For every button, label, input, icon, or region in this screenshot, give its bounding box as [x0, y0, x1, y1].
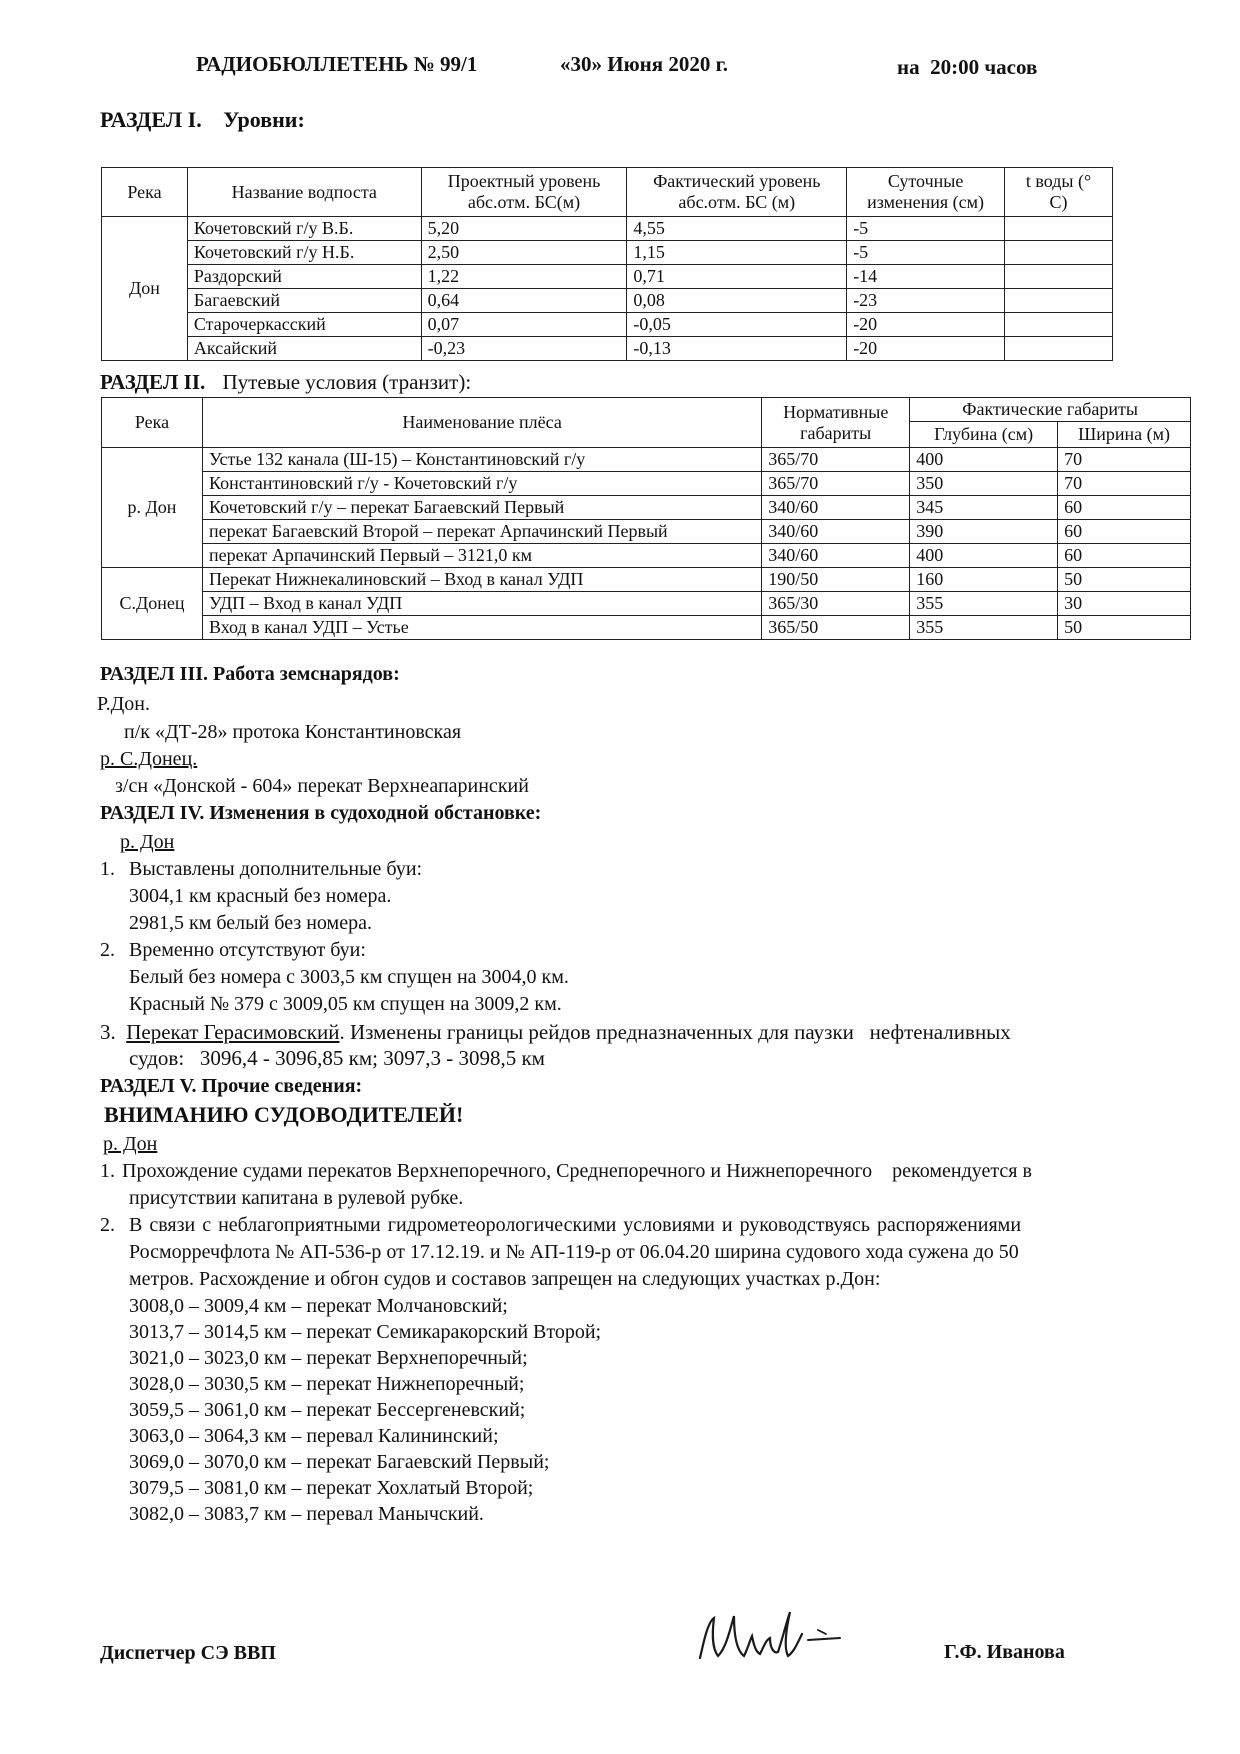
transit-norm: 340/60 — [762, 496, 910, 520]
list-item: 3013,7 – 3014,5 км – перекат Семикаракорский Второй; — [129, 1321, 602, 1343]
levels-table — [101, 167, 1113, 361]
transit-river: р. Дон — [102, 448, 203, 568]
levels-station: Кочетовский г/у В.Б. — [187, 217, 421, 241]
section4-item2-line2: Красный № 379 с 3009,05 км спущен на 3009,2 км. — [129, 993, 562, 1015]
levels-station: Раздорский — [187, 265, 421, 289]
list-item: 3069,0 – 3070,0 км – перекат Багаевский Первый; — [129, 1451, 550, 1473]
levels-design: 0,64 — [421, 289, 627, 313]
levels-header-actual: Фактический уровень абс.отм. БС (м) — [627, 168, 847, 217]
section2-title: РАЗДЕЛ II. — [100, 370, 206, 394]
list-item: 3063,0 – 3064,3 км – перевал Калининский; — [129, 1425, 499, 1447]
section5-p1-line2: присутствии капитана в рулевой рубке. — [129, 1187, 464, 1209]
levels-station: Кочетовский г/у Н.Б. — [187, 241, 421, 265]
levels-temp — [1005, 289, 1113, 313]
levels-header-station: Название водпоста — [187, 168, 421, 217]
table-row — [102, 448, 1191, 472]
bulletin-title: РАДИОБЮЛЛЕТЕНЬ № 99/1 — [196, 52, 478, 76]
section4-item2-number: 2. — [100, 939, 115, 961]
list-item: 3021,0 – 3023,0 км – перекат Верхнепоречный; — [129, 1347, 528, 1369]
section4-item3-number: 3. — [100, 1020, 116, 1044]
levels-header-temp: t воды (° С) — [1005, 168, 1113, 217]
table-row — [102, 568, 1191, 592]
levels-daily: -5 — [847, 217, 1005, 241]
transit-depth: 390 — [910, 520, 1058, 544]
levels-design: 5,20 — [421, 217, 627, 241]
table-row — [102, 217, 1113, 241]
levels-temp — [1005, 313, 1113, 337]
levels-header-row — [102, 168, 1113, 217]
transit-stretch: Кочетовский г/у – перекат Багаевский Первый — [202, 496, 761, 520]
levels-temp — [1005, 241, 1113, 265]
levels-daily: -5 — [847, 241, 1005, 265]
bulletin-date: «30» Июня 2020 г. — [560, 52, 729, 76]
levels-station: Багаевский — [187, 289, 421, 313]
section5-p1-line1: Прохождение судами перекатов Верхнепоречного, Среднепоречного и Нижнепоречного рекомендуется в — [122, 1160, 1032, 1182]
levels-actual: 4,55 — [627, 217, 847, 241]
table-row — [102, 265, 1113, 289]
transit-depth: 400 — [910, 544, 1058, 568]
transit-table — [101, 397, 1191, 640]
section5-title: РАЗДЕЛ V. Прочие сведения: — [100, 1075, 363, 1097]
levels-station: Аксайский — [187, 337, 421, 361]
transit-width: 70 — [1058, 448, 1191, 472]
levels-station: Старочеркасский — [187, 313, 421, 337]
section5-p2-line3: метров. Расхождение и обгон судов и составов запрещен на следующих участках р.Дон: — [129, 1268, 881, 1290]
transit-header-river: Река — [102, 398, 203, 448]
transit-depth: 160 — [910, 568, 1058, 592]
levels-daily: -23 — [847, 289, 1005, 313]
table-row — [102, 592, 1191, 616]
levels-header-river: Река — [102, 168, 188, 217]
levels-temp — [1005, 265, 1113, 289]
section3-river1: Р.Дон. — [97, 693, 150, 715]
levels-design: 2,50 — [421, 241, 627, 265]
section4-item3 — [100, 1019, 1011, 1046]
levels-actual: -0,13 — [627, 337, 847, 361]
levels-daily: -20 — [847, 313, 1005, 337]
section4-item3-text: . Изменены границы рейдов предназначенных для паузки нефтеналивных — [339, 1020, 1011, 1044]
section1-subtitle: Уровни: — [223, 107, 305, 132]
list-item: 3059,5 – 3061,0 км – перекат Бессергеневский; — [129, 1399, 526, 1421]
section1-title: РАЗДЕЛ I. — [100, 107, 202, 132]
transit-header-depth: Глубина (см) — [910, 422, 1058, 448]
levels-actual: 1,15 — [627, 241, 847, 265]
table-row — [102, 520, 1191, 544]
transit-header-row — [102, 398, 1191, 422]
signer-name: Г.Ф. Иванова — [944, 1641, 1065, 1663]
transit-depth: 345 — [910, 496, 1058, 520]
transit-stretch: Устье 132 канала (Ш-15) – Константиновский г/у — [202, 448, 761, 472]
levels-header-design: Проектный уровень абс.отм. БС(м) — [421, 168, 627, 217]
bulletin-time: на 20:00 часов — [897, 55, 1038, 79]
transit-stretch: перекат Багаевский Второй – перекат Арпачинский Первый — [202, 520, 761, 544]
section4-item2: Временно отсутствуют буи: — [129, 939, 366, 961]
attention-heading: ВНИМАНИЮ СУДОВОДИТЕЛЕЙ! — [104, 1102, 464, 1127]
transit-width: 50 — [1058, 616, 1191, 640]
levels-daily: -14 — [847, 265, 1005, 289]
transit-stretch: Константиновский г/у - Кочетовский г/у — [202, 472, 761, 496]
list-item: 3079,5 – 3081,0 км – перекат Хохлатый Второй; — [129, 1477, 534, 1499]
levels-daily: -20 — [847, 337, 1005, 361]
list-item: 3028,0 – 3030,5 км – перекат Нижнепоречный; — [129, 1373, 525, 1395]
section4-river: р. Дон — [120, 831, 175, 853]
table-row — [102, 616, 1191, 640]
levels-temp — [1005, 217, 1113, 241]
transit-width: 50 — [1058, 568, 1191, 592]
section3-item1: п/к «ДТ-28» протока Константиновская — [124, 721, 462, 743]
transit-depth: 400 — [910, 448, 1058, 472]
section5-p2-number: 2. — [100, 1214, 115, 1236]
levels-design: 0,07 — [421, 313, 627, 337]
transit-stretch: перекат Арпачинский Первый – 3121,0 км — [202, 544, 761, 568]
section3-item2: з/сн «Донской - 604» перекат Верхнеапаринский — [115, 775, 529, 797]
dispatcher-position: Диспетчер СЭ ВВП — [100, 1642, 276, 1664]
transit-norm: 365/30 — [762, 592, 910, 616]
table-row — [102, 241, 1113, 265]
section4-item3-link: Перекат Герасимовский — [126, 1020, 340, 1044]
transit-norm: 365/50 — [762, 616, 910, 640]
section2-heading — [100, 370, 471, 395]
transit-width: 60 — [1058, 520, 1191, 544]
restriction-list — [129, 1293, 601, 1527]
table-row — [102, 496, 1191, 520]
transit-norm: 340/60 — [762, 544, 910, 568]
transit-width: 60 — [1058, 496, 1191, 520]
transit-depth: 350 — [910, 472, 1058, 496]
table-row — [102, 289, 1113, 313]
section5-p1-number: 1. — [100, 1160, 115, 1182]
transit-norm: 365/70 — [762, 448, 910, 472]
section5-p2-line2: Росморречфлота № АП-536-р от 17.12.19. и № АП-119-р от 06.04.20 ширина судового хода сужена до 50 — [129, 1241, 1019, 1263]
levels-actual: 0,71 — [627, 265, 847, 289]
signature-image — [690, 1600, 870, 1680]
section3-title: РАЗДЕЛ III. Работа земснарядов: — [100, 663, 400, 685]
levels-actual: 0,08 — [627, 289, 847, 313]
transit-stretch: Перекат Нижнекалиновский – Вход в канал УДП — [202, 568, 761, 592]
levels-design: 1,22 — [421, 265, 627, 289]
transit-depth: 355 — [910, 616, 1058, 640]
transit-depth: 355 — [910, 592, 1058, 616]
transit-header-width: Ширина (м) — [1058, 422, 1191, 448]
levels-river: Дон — [102, 217, 188, 361]
transit-width: 30 — [1058, 592, 1191, 616]
table-row — [102, 544, 1191, 568]
section2-subtitle: Путевые условия (транзит): — [222, 370, 472, 394]
section4-item1: Выставлены дополнительные буи: — [129, 858, 423, 880]
section4-title: РАЗДЕЛ IV. Изменения в судоходной обстановке: — [100, 802, 542, 824]
section5-p2-line1: В связи с неблагоприятными гидрометеорологическими условиями и руководствуясь распоряжениями — [129, 1214, 1022, 1236]
list-item: 3008,0 – 3009,4 км – перекат Молчановский; — [129, 1295, 508, 1317]
levels-design: -0,23 — [421, 337, 627, 361]
section5-river: р. Дон — [103, 1133, 158, 1155]
transit-width: 70 — [1058, 472, 1191, 496]
transit-header-stretch: Наименование плёса — [202, 398, 761, 448]
table-row — [102, 313, 1113, 337]
transit-norm: 340/60 — [762, 520, 910, 544]
table-row — [102, 472, 1191, 496]
section3-river2: р. С.Донец. — [100, 748, 198, 770]
list-item: 3082,0 – 3083,7 км – перевал Манычский. — [129, 1503, 484, 1525]
transit-header-normative: Нормативные габариты — [762, 398, 910, 448]
section1-heading — [100, 107, 305, 133]
transit-header-actual: Фактические габариты — [910, 398, 1191, 422]
transit-norm: 190/50 — [762, 568, 910, 592]
transit-stretch: УДП – Вход в канал УДП — [202, 592, 761, 616]
transit-stretch: Вход в канал УДП – Устье — [202, 616, 761, 640]
transit-river: С.Донец — [102, 568, 203, 640]
section4-item3-line2: судов: 3096,4 - 3096,85 км; 3097,3 - 3098,5 км — [129, 1046, 545, 1070]
section4-item2-line1: Белый без номера с 3003,5 км спущен на 3004,0 км. — [129, 966, 569, 988]
section4-item1-line2: 2981,5 км белый без номера. — [129, 912, 372, 934]
levels-temp — [1005, 337, 1113, 361]
levels-header-daily: Суточные изменения (см) — [847, 168, 1005, 217]
transit-width: 60 — [1058, 544, 1191, 568]
transit-norm: 365/70 — [762, 472, 910, 496]
levels-actual: -0,05 — [627, 313, 847, 337]
section4-item1-line1: 3004,1 км красный без номера. — [129, 885, 392, 907]
section4-item1-number: 1. — [100, 858, 115, 880]
table-row — [102, 337, 1113, 361]
